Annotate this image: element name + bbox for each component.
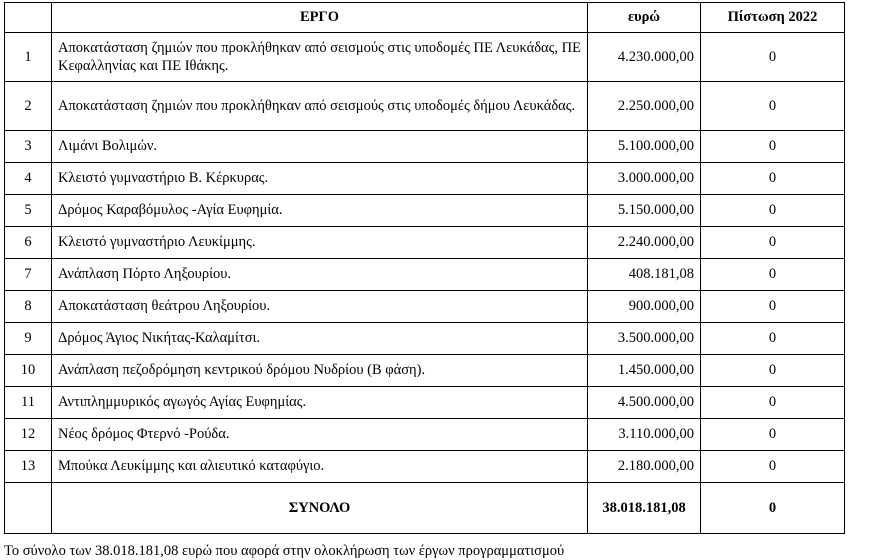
credit-2022: 0 bbox=[701, 195, 845, 227]
credit-2022: 0 bbox=[701, 323, 845, 355]
header-euro: ευρώ bbox=[588, 3, 701, 33]
credit-2022: 0 bbox=[701, 419, 845, 451]
table-row bbox=[5, 33, 845, 82]
table-row bbox=[5, 131, 845, 163]
project-name: Κλειστό γυμναστήριο Λευκίμμης. bbox=[52, 227, 588, 259]
euro-amount: 3.000.000,00 bbox=[588, 163, 701, 195]
project-name: Αποκατάσταση θεάτρου Ληξουρίου. bbox=[52, 291, 588, 323]
euro-amount: 3.110.000,00 bbox=[588, 419, 701, 451]
row-number: 1 bbox=[5, 33, 52, 82]
table-row bbox=[5, 227, 845, 259]
euro-amount: 2.240.000,00 bbox=[588, 227, 701, 259]
project-name: Δρόμος Άγιος Νικήτας-Καλαμίτσι. bbox=[52, 323, 588, 355]
total-credit-2022: 0 bbox=[701, 483, 845, 534]
table-row bbox=[5, 291, 845, 323]
header-number bbox=[5, 3, 52, 33]
euro-amount: 4.230.000,00 bbox=[588, 33, 701, 82]
table-row bbox=[5, 259, 845, 291]
project-name: Ανάπλαση Πόρτο Ληξουρίου. bbox=[52, 259, 588, 291]
euro-amount: 5.150.000,00 bbox=[588, 195, 701, 227]
total-label: ΣΥΝΟΛΟ bbox=[52, 483, 588, 534]
projects-table bbox=[4, 2, 845, 534]
row-number: 6 bbox=[5, 227, 52, 259]
footnote-text: Το σύνολο των 38.018.181,08 ευρώ που αφορά στην ολοκλήρωση των έργων προγραμματισμού bbox=[4, 543, 565, 559]
table-row bbox=[5, 387, 845, 419]
row-number: 2 bbox=[5, 82, 52, 131]
credit-2022: 0 bbox=[701, 291, 845, 323]
row-number: 8 bbox=[5, 291, 52, 323]
euro-amount: 4.500.000,00 bbox=[588, 387, 701, 419]
table-row bbox=[5, 419, 845, 451]
table-row bbox=[5, 355, 845, 387]
credit-2022: 0 bbox=[701, 33, 845, 82]
euro-amount: 2.250.000,00 bbox=[588, 82, 701, 131]
header-credit-2022: Πίστωση 2022 bbox=[701, 3, 845, 33]
table-row bbox=[5, 195, 845, 227]
euro-amount: 5.100.000,00 bbox=[588, 131, 701, 163]
credit-2022: 0 bbox=[701, 355, 845, 387]
row-number: 3 bbox=[5, 131, 52, 163]
row-number: 4 bbox=[5, 163, 52, 195]
row-number: 7 bbox=[5, 259, 52, 291]
row-number: 9 bbox=[5, 323, 52, 355]
project-name: Αποκατάσταση ζημιών που προκλήθηκαν από σεισμούς στις υποδομές ΠΕ Λευκάδας, ΠΕ Κεφαλληνίας και ΠΕ Ιθάκης. bbox=[52, 33, 588, 82]
project-name: Αποκατάσταση ζημιών που προκλήθηκαν από σεισμούς στις υποδομές δήμου Λευκάδας. bbox=[52, 82, 588, 131]
credit-2022: 0 bbox=[701, 163, 845, 195]
row-number: 10 bbox=[5, 355, 52, 387]
credit-2022: 0 bbox=[701, 82, 845, 131]
credit-2022: 0 bbox=[701, 227, 845, 259]
euro-amount: 1.450.000,00 bbox=[588, 355, 701, 387]
credit-2022: 0 bbox=[701, 451, 845, 483]
euro-amount: 408.181,08 bbox=[588, 259, 701, 291]
credit-2022: 0 bbox=[701, 131, 845, 163]
project-name: Λιμάνι Βολιμών. bbox=[52, 131, 588, 163]
total-row-number bbox=[5, 483, 52, 534]
euro-amount: 2.180.000,00 bbox=[588, 451, 701, 483]
project-name: Μπούκα Λευκίμμης και αλιευτικό καταφύγιο. bbox=[52, 451, 588, 483]
table-row bbox=[5, 163, 845, 195]
total-row bbox=[5, 483, 845, 534]
row-number: 5 bbox=[5, 195, 52, 227]
project-name: Αντιπλημμυρικός αγωγός Αγίας Ευφημίας. bbox=[52, 387, 588, 419]
credit-2022: 0 bbox=[701, 259, 845, 291]
project-name: Ανάπλαση πεζοδρόμηση κεντρικού δρόμου Νυδρίου (Β φάση). bbox=[52, 355, 588, 387]
project-name: Νέος δρόμος Φτερνό -Ρούδα. bbox=[52, 419, 588, 451]
project-name: Κλειστό γυμναστήριο Β. Κέρκυρας. bbox=[52, 163, 588, 195]
row-number: 11 bbox=[5, 387, 52, 419]
euro-amount: 3.500.000,00 bbox=[588, 323, 701, 355]
total-euro-amount: 38.018.181,08 bbox=[588, 483, 701, 534]
row-number: 13 bbox=[5, 451, 52, 483]
row-number: 12 bbox=[5, 419, 52, 451]
header-project: ΕΡΓΟ bbox=[52, 3, 588, 33]
euro-amount: 900.000,00 bbox=[588, 291, 701, 323]
project-name: Δρόμος Καραβόμυλος -Αγία Ευφημία. bbox=[52, 195, 588, 227]
table-row bbox=[5, 451, 845, 483]
credit-2022: 0 bbox=[701, 387, 845, 419]
table-row bbox=[5, 323, 845, 355]
table-row bbox=[5, 82, 845, 131]
header-row bbox=[5, 3, 845, 33]
